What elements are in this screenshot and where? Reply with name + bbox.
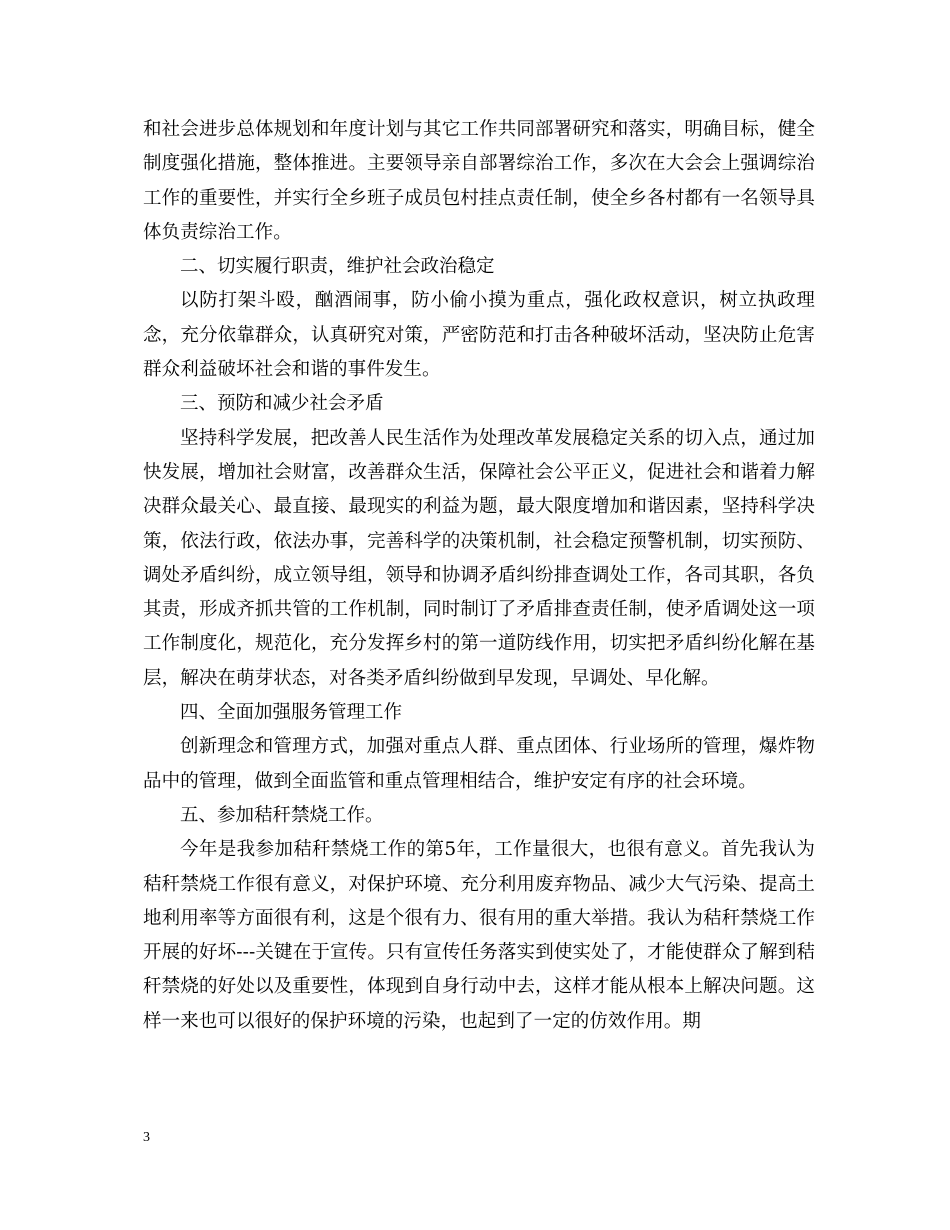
section-heading-5: 五、参加秸秆禁烧工作。	[180, 804, 384, 826]
paragraph-2: 以防打架斗殴，酗酒闹事，防小偷小摸为重点，强化政权意识，树立执政理念，充分依靠群众，认真研究对策，严密防范和打击各种破坏活动，坚决防止危害群众利益破坏社会和谐的事件发生。	[143, 290, 815, 381]
paragraph-5: 今年是我参加秸秆禁烧工作的第5年，工作量很大，也很有意义。首先我认为秸秆禁烧工作很有意义，对保护环境、充分利用废弃物品、减少大气污染、提高土地利用率等方面很有利，这是个很有力、很有用的重大举措。我认为秸秆禁烧工作开展的好坏---关键在于宣传。只有宣传任务落实到使实处了，才能使群众了解到秸秆禁烧的好处以及重要性，体现到自身行动中去，这样才能从根本上解决问题。这样一来也可以很好的保护环境的污染，也起到了一定的仿效作用。期	[143, 839, 815, 1032]
section-heading-4: 四、全面加强服务管理工作	[180, 702, 403, 724]
document-body	[143, 113, 815, 1039]
section-heading-3: 三、预防和减少社会矛盾	[180, 393, 384, 415]
paragraph-1: 和社会进步总体规划和年度计划与其它工作共同部署研究和落实，明确目标，健全制度强化措施，整体推进。主要领导亲自部署综治工作，多次在大会会上强调综治工作的重要性，并实行全乡班子成员包村挂点责任制，使全乡各村都有一名领导具体负责综治工作。	[143, 119, 815, 243]
paragraph-4: 创新理念和管理方式，加强对重点人群、重点团体、行业场所的管理，爆炸物品中的管理，做到全面监管和重点管理相结合，维护安定有序的社会环境。	[143, 736, 815, 792]
paragraph-3: 坚持科学发展，把改善人民生活作为处理改革发展稳定关系的切入点，通过加快发展，增加社会财富，改善群众生活，保障社会公平正义，促进社会和谐着力解决群众最关心、最直接、最现实的利益为题，最大限度增加和谐因素，坚持科学决策，依法行政，依法办事，完善科学的决策机制，社会稳定预警机制，切实预防、调处矛盾纠纷，成立领导组，领导和协调矛盾纠纷排查调处工作，各司其职，各负其责，形成齐抓共管的工作机制，同时制订了矛盾排查责任制，使矛盾调处这一项工作制度化，规范化，充分发挥乡村的第一道防线作用，切实把矛盾纠纷化解在基层，解决在萌芽状态，对各类矛盾纠纷做到早发现，早调处、早化解。	[143, 427, 815, 689]
section-heading-2: 二、切实履行职责，维护社会政治稳定	[180, 256, 495, 278]
page-number: 3	[143, 1130, 150, 1145]
